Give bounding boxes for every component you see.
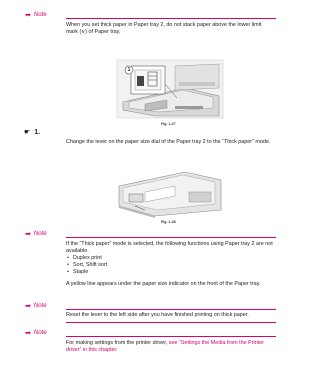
list-item: • Sort, Shift sort	[66, 262, 274, 269]
note-text: Reset the lever to the left side after you have finished printing on thick paper.	[66, 312, 249, 318]
note-rule	[66, 237, 276, 238]
note-text: When you set thick paper in Paper tray 2, do not stack paper above the lower limit mark (∨) of Paper tray.	[66, 22, 262, 35]
pointing-hand-icon: ☛	[24, 129, 31, 136]
note-heading	[25, 11, 47, 19]
note-arrow-icon: ➡	[25, 231, 31, 238]
note-text-plain: For making settings from the printer driver,	[66, 340, 168, 346]
note-heading	[25, 230, 47, 238]
list-item: • Duplex print	[66, 255, 274, 262]
note-rule	[66, 336, 276, 337]
figure-caption: Fig. 1-28	[161, 220, 176, 224]
figure-caption: Fig. 1-27	[161, 122, 176, 126]
note-extra: A yellow line appears under the paper size indicator on the front of the Paper tray.	[66, 281, 261, 287]
note-rule	[66, 309, 276, 310]
note-label: Note	[33, 12, 47, 18]
note-intro: If the “Thick paper” mode is selected, the following functions using Paper tray 2 are not available.	[66, 241, 273, 254]
note-label: Note	[33, 330, 47, 336]
note-label: Note	[33, 303, 47, 309]
step-text: Change the lever on the paper size dial of the Paper tray 2 to the “Thick paper” mode.	[66, 139, 271, 145]
list-item: • Staple	[66, 269, 274, 276]
note-heading	[25, 302, 47, 310]
note-body	[66, 241, 274, 288]
bullet-list	[66, 255, 274, 276]
tray-lever-figure	[115, 162, 225, 218]
chapter-link[interactable]: see “Settings the Media from the Printer driver” in this chapter.	[66, 340, 265, 353]
step-marker	[24, 128, 40, 136]
note-rule	[66, 18, 276, 19]
note-arrow-icon: ➡	[25, 303, 31, 310]
note-arrow-icon: ➡	[25, 330, 31, 337]
note-label: Note	[33, 231, 47, 237]
note-arrow-icon: ➡	[25, 12, 31, 19]
step-number: 1.	[34, 128, 41, 136]
note-text	[66, 340, 274, 354]
figure-badge: 1	[127, 67, 131, 73]
note-heading	[25, 329, 47, 337]
note-rule	[66, 322, 276, 323]
